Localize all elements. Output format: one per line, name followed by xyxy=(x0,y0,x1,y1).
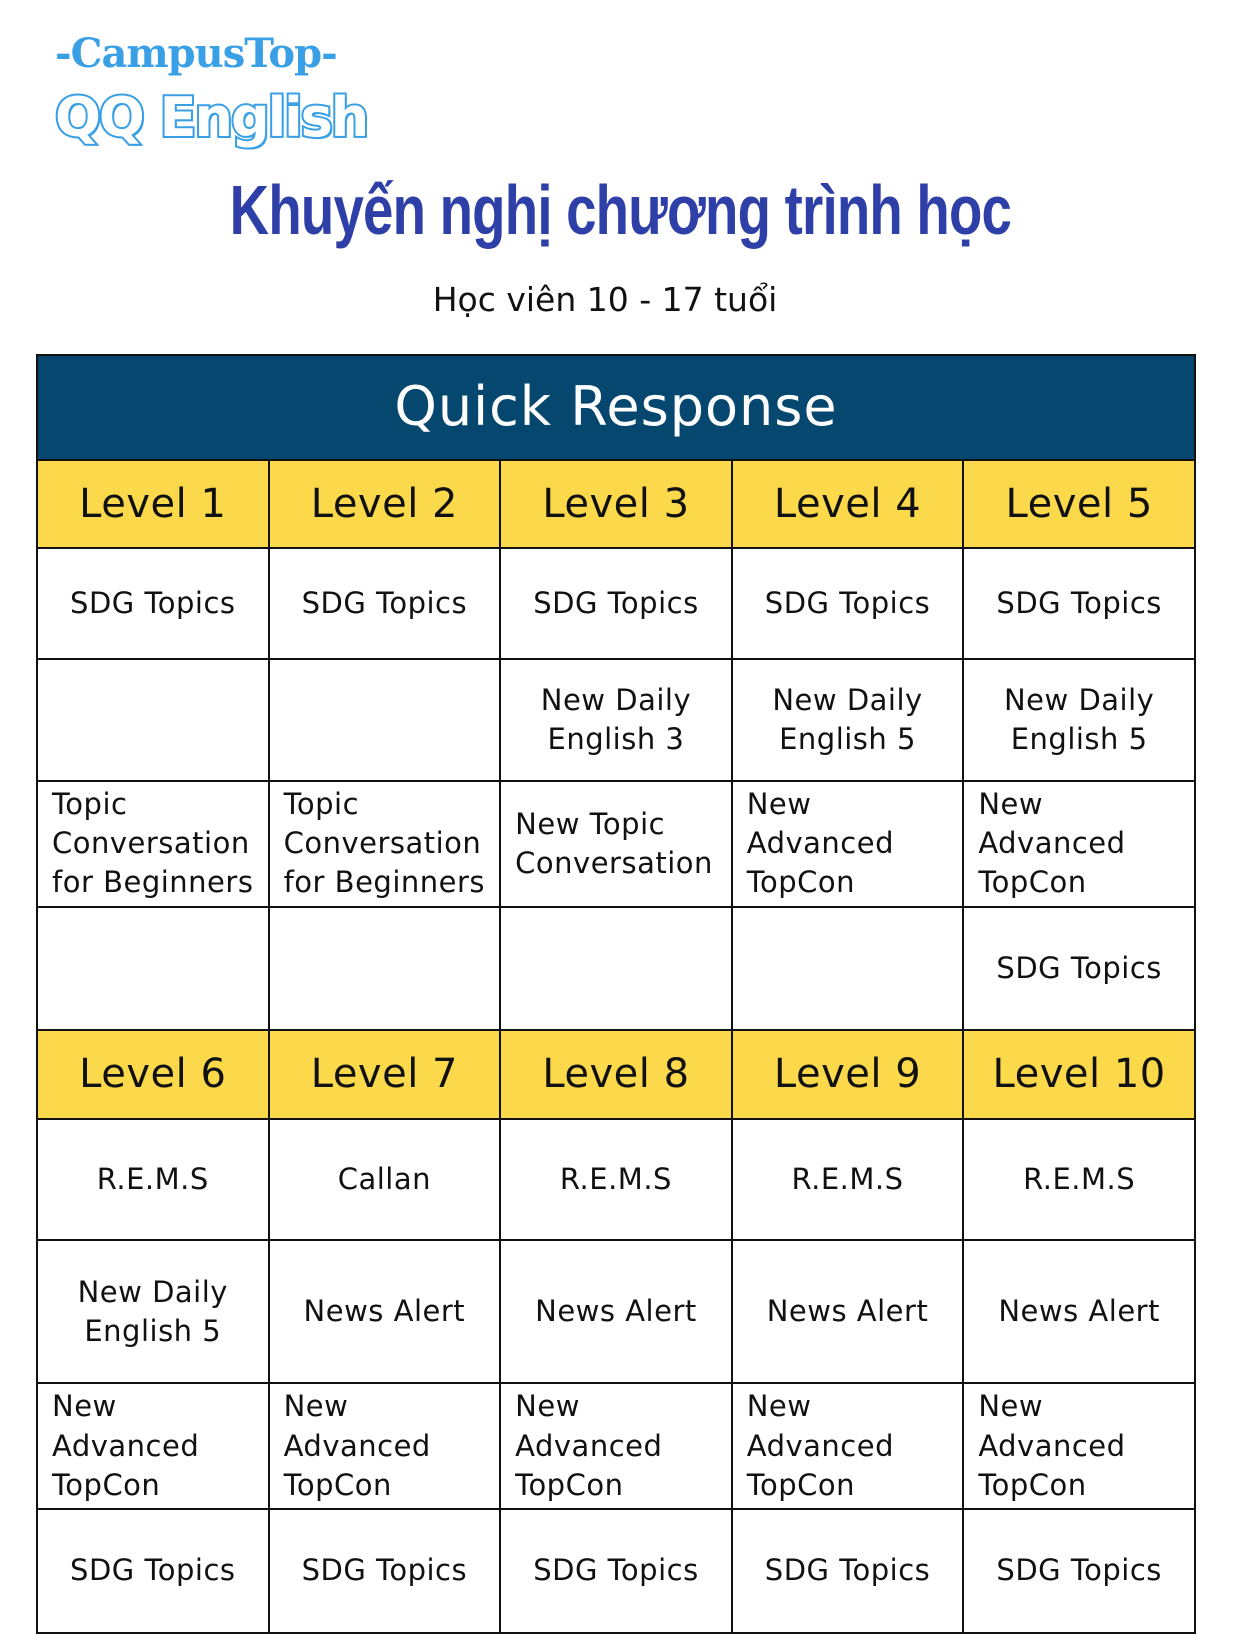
course-row xyxy=(37,1383,1195,1509)
course-cell: News Alert xyxy=(500,1240,732,1383)
course-cell xyxy=(732,907,964,1031)
level-header: Level 9 xyxy=(732,1030,964,1118)
course-cell xyxy=(37,659,269,781)
course-cell xyxy=(500,907,732,1031)
course-cell: SDG Topics xyxy=(500,1509,732,1633)
course-cell: R.E.M.S xyxy=(37,1119,269,1241)
course-cell: Topic Conversation for Beginners xyxy=(269,781,501,906)
course-cell: New Advanced TopCon xyxy=(269,1383,501,1509)
course-cell: SDG Topics xyxy=(732,548,964,659)
course-cell: New Advanced TopCon xyxy=(963,781,1195,906)
banner-row xyxy=(37,355,1195,460)
course-cell: SDG Topics xyxy=(963,907,1195,1031)
course-row xyxy=(37,781,1195,906)
level-header: Level 6 xyxy=(37,1030,269,1118)
course-row xyxy=(37,1240,1195,1383)
course-row xyxy=(37,548,1195,659)
course-row xyxy=(37,907,1195,1031)
course-cell: New Advanced TopCon xyxy=(963,1383,1195,1509)
course-cell: Topic Conversation for Beginners xyxy=(37,781,269,906)
course-cell: News Alert xyxy=(732,1240,964,1383)
level-header: Level 3 xyxy=(500,460,732,548)
course-cell: R.E.M.S xyxy=(500,1119,732,1241)
level-header-row xyxy=(37,1030,1195,1118)
course-cell: New Daily English 5 xyxy=(963,659,1195,781)
level-header: Level 10 xyxy=(963,1030,1195,1118)
course-cell: R.E.M.S xyxy=(732,1119,964,1241)
level-header: Level 4 xyxy=(732,460,964,548)
course-cell: New Daily English 5 xyxy=(732,659,964,781)
course-banner: Quick Response xyxy=(37,355,1195,460)
course-cell xyxy=(37,907,269,1031)
course-cell xyxy=(269,907,501,1031)
level-header: Level 1 xyxy=(37,460,269,548)
course-cell: New Advanced TopCon xyxy=(37,1383,269,1509)
course-cell: SDG Topics xyxy=(37,1509,269,1633)
level-header: Level 8 xyxy=(500,1030,732,1118)
course-cell: New Topic Conversation xyxy=(500,781,732,906)
curriculum-table xyxy=(36,354,1196,1634)
course-cell: SDG Topics xyxy=(37,548,269,659)
course-cell: New Daily English 3 xyxy=(500,659,732,781)
course-row xyxy=(37,659,1195,781)
course-cell: SDG Topics xyxy=(963,548,1195,659)
course-cell: SDG Topics xyxy=(963,1509,1195,1633)
course-cell: New Advanced TopCon xyxy=(500,1383,732,1509)
course-cell: News Alert xyxy=(963,1240,1195,1383)
qq-english-logo: QQ English xyxy=(55,86,368,149)
course-cell: R.E.M.S xyxy=(963,1119,1195,1241)
course-row xyxy=(37,1119,1195,1241)
campustop-logo: -CampusTop- xyxy=(55,30,337,77)
course-cell xyxy=(269,659,501,781)
course-cell: SDG Topics xyxy=(732,1509,964,1633)
course-cell: Callan xyxy=(269,1119,501,1241)
course-cell: SDG Topics xyxy=(500,548,732,659)
course-cell: New Advanced TopCon xyxy=(732,1383,964,1509)
level-header: Level 5 xyxy=(963,460,1195,548)
course-cell xyxy=(37,1240,269,1383)
course-cell: SDG Topics xyxy=(269,548,501,659)
level-header: Level 2 xyxy=(269,460,501,548)
page-title: Khuyến nghị chương trình học xyxy=(229,171,1012,249)
course-row xyxy=(37,1509,1195,1633)
course-cell: News Alert xyxy=(269,1240,501,1383)
course-cell: SDG Topics xyxy=(269,1509,501,1633)
level-header-row xyxy=(37,460,1195,548)
level-header: Level 7 xyxy=(269,1030,501,1118)
course-label: New Daily English 5 xyxy=(77,1274,228,1348)
course-cell: New Advanced TopCon xyxy=(732,781,964,906)
page-subtitle: Học viên 10 - 17 tuổi xyxy=(432,280,778,319)
